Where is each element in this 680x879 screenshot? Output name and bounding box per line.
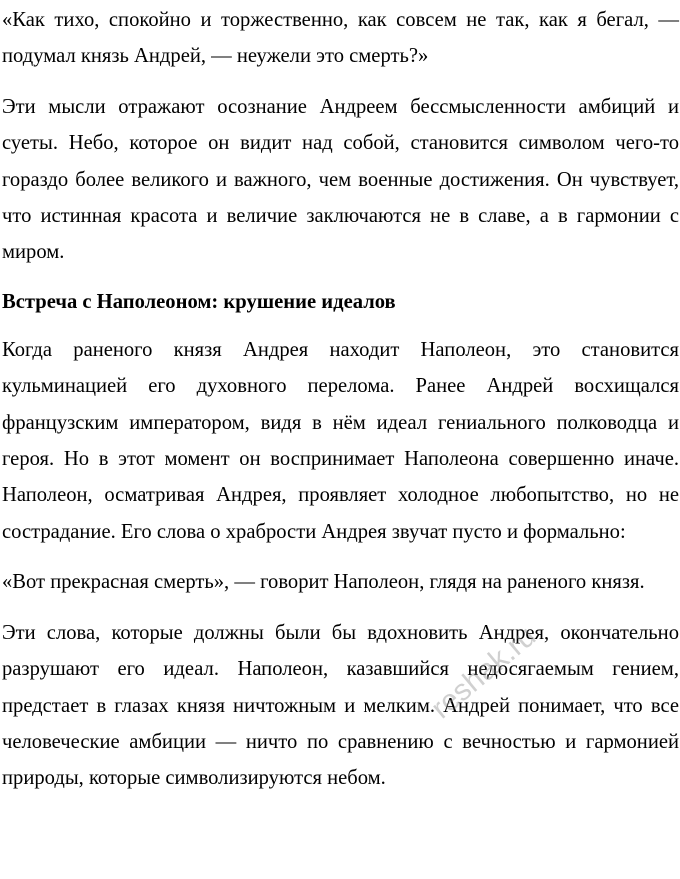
watermark: reshak.ru bbox=[425, 619, 543, 726]
section-heading: Встреча с Наполеоном: крушение идеалов bbox=[2, 290, 396, 313]
body-paragraph: Эти слова, которые должны были бы вдохновить Андрея, окончательно разрушают его идеал. Наполеон, казавшийся недосягаемым гением, предстает в глазах князя ничтожным и мелким. Андрей понимает, что все человеческие амбиции — ничто по сравнению с вечностью и гармонией природы, которые символизируются небом. bbox=[2, 621, 679, 790]
quote-paragraph: «Вот прекрасная смерть», — говорит Наполеон, глядя на раненого князя. bbox=[2, 571, 645, 594]
body-paragraph: Когда раненого князя Андрея находит Наполеон, это становится кульминацией его духовного перелома. Ранее Андрей восхищался французским императором, видя в нём идеал гениального полководца и героя. Но в этот момент он воспринимает Наполеона совершенно иначе. Наполеон, осматривая Андрея, проявляет холодное любопытство, но не сострадание. Его слова о храбрости Андрея звучат пусто и формально: bbox=[2, 338, 679, 543]
body-paragraph: Эти мысли отражают осознание Андреем бессмысленности амбиций и суеты. Небо, которое он видит над собой, становится символом чего-то гораздо более великого и важного, чем военные достижения. Он чувствует, что истинная красота и величие заключаются не в славе, а в гармонии с миром. bbox=[2, 95, 679, 264]
quote-paragraph: «Как тихо, спокойно и торжественно, как совсем не так, как я бегал, — подумал князь Андрей, — неужели это смерть?» bbox=[2, 9, 679, 68]
